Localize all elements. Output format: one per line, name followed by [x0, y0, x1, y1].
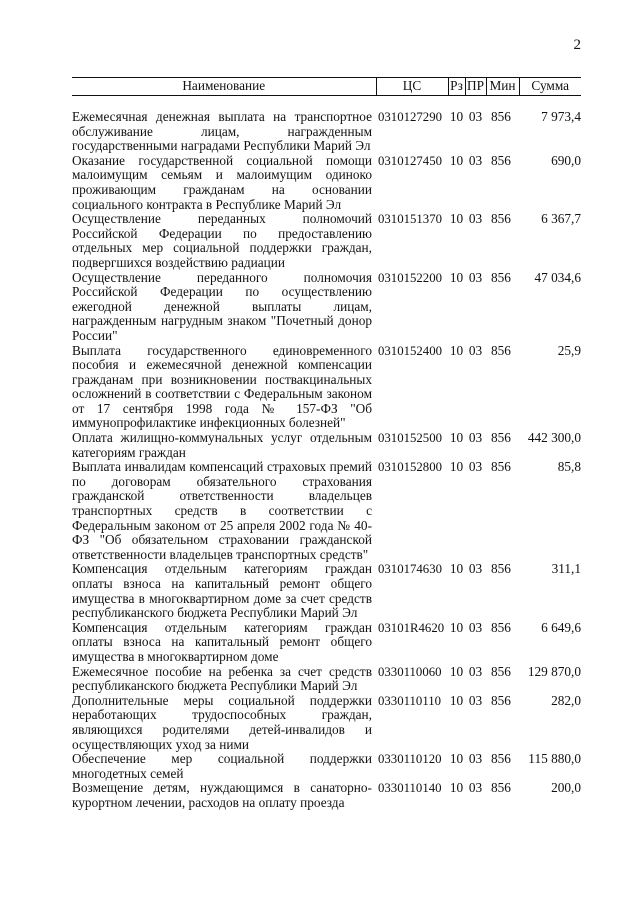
row-sum: 115 880,0: [528, 751, 581, 767]
row-cs: 0310152500: [378, 431, 442, 446]
row-sum: 47 034,6: [534, 269, 581, 285]
table-row: [72, 665, 581, 694]
row-rz: 10: [449, 751, 464, 767]
row-rz: 10: [449, 211, 464, 227]
row-rz: 10: [449, 109, 464, 124]
table-row: [72, 562, 581, 620]
row-cs: 0310152800: [378, 460, 442, 475]
row-cs: 0310127450: [378, 153, 442, 168]
header-sum: Сумма: [519, 78, 581, 96]
row-name: Компенсация отдельным категориям граждан оплаты взноса на капитальный ремонт общего имущества в многоквартирном доме за счет средств республиканского бюджета Республики Марий Эл: [72, 561, 372, 621]
row-rz: 10: [449, 780, 464, 796]
table-row: [72, 271, 581, 344]
row-sum: 690,0: [551, 152, 581, 168]
table-row: [72, 154, 581, 212]
row-min: 856: [491, 109, 511, 124]
row-pr: 03: [468, 780, 483, 796]
row-cs: 03101R4620: [378, 620, 445, 635]
row-sum: 7 973,4: [541, 109, 581, 124]
page-number: 2: [573, 37, 581, 53]
row-rz: 10: [449, 619, 464, 635]
table-header: [72, 78, 581, 96]
row-rz: 10: [449, 692, 464, 708]
row-min: 856: [491, 342, 511, 358]
row-rz: 10: [449, 459, 464, 475]
table-row: [72, 621, 581, 665]
row-rz: 10: [449, 269, 464, 285]
row-rz: 10: [449, 342, 464, 358]
row-rz: 10: [449, 430, 464, 446]
row-cs: 0310174630: [378, 562, 442, 577]
table-row: [72, 460, 581, 562]
row-sum: 282,0: [551, 692, 581, 708]
row-cs: 0330110110: [378, 693, 442, 708]
table-row: [72, 96, 581, 154]
row-sum: 311,1: [551, 561, 581, 577]
row-rz: 10: [449, 663, 464, 679]
row-sum: 85,8: [557, 459, 581, 475]
row-pr: 03: [468, 663, 483, 679]
header-min: Мин: [486, 78, 519, 96]
row-pr: 03: [468, 152, 483, 168]
row-sum: 200,0: [551, 780, 581, 796]
row-min: 856: [491, 780, 511, 796]
row-cs: 0330110060: [378, 664, 442, 679]
row-min: 856: [491, 561, 511, 577]
row-name: Ежемесячное пособие на ребенка за счет средств республиканского бюджета Республики Марий Эл: [72, 663, 372, 694]
row-pr: 03: [468, 430, 483, 446]
row-sum: 25,9: [557, 342, 581, 358]
row-cs: 0330110140: [378, 781, 442, 796]
row-min: 856: [491, 211, 511, 227]
row-pr: 03: [468, 751, 483, 767]
row-rz: 10: [449, 152, 464, 168]
row-name: Обеспечение мер социальной поддержки многодетных семей: [72, 751, 372, 781]
header-rz: Рз: [448, 78, 465, 96]
row-pr: 03: [468, 269, 483, 285]
row-min: 856: [491, 619, 511, 635]
row-sum: 6 649,6: [541, 619, 581, 635]
row-cs: 0310152200: [378, 270, 442, 285]
row-pr: 03: [468, 342, 483, 358]
row-name: Возмещение детям, нуждающимся в санаторно-курортном лечении, расходов на оплату проезда: [72, 780, 372, 810]
row-rz: 10: [449, 561, 464, 577]
row-cs: 0310127290: [378, 110, 442, 124]
header-name: Наименование: [72, 78, 376, 96]
table-row: [72, 694, 581, 752]
row-name: Оказание государственной социальной помощи малоимущим семьям и малоимущим одиноко проживающим гражданам на основании социального контракта в Республике Марий Эл: [72, 152, 372, 212]
row-name: Выплата инвалидам компенсаций страховых премий по договорам обязательного страхования гражданской ответственности владельцев транспортных средств в соответствии с Федеральным законом от 25 апреля 2002 года № 40-ФЗ "Об обязательном страховании гражданской ответственности владельцев транспортных средств": [72, 459, 372, 562]
row-sum: 6 367,7: [541, 211, 581, 227]
row-min: 856: [491, 459, 511, 475]
row-sum: 129 870,0: [527, 663, 581, 679]
row-pr: 03: [468, 619, 483, 635]
header-pr: ПР: [465, 78, 486, 96]
row-name: Выплата государственного единовременного пособия и ежемесячной денежной компенсации гражданам при возникновении поствакцинальных осложнений в соответствии с Федеральным законом от 17 сентября 1998 года № 157-ФЗ "Об иммунопрофилактике инфекционных болезней": [72, 342, 372, 431]
row-name: Оплата жилищно-коммунальных услуг отдельным категориям граждан: [72, 430, 372, 460]
row-min: 856: [491, 430, 511, 446]
row-name: Осуществление переданного полномочия Российской Федерации по осуществлению ежегодной денежной выплаты лицам, награжденным нагрудным знаком "Почетный донор России": [72, 269, 372, 343]
row-pr: 03: [468, 692, 483, 708]
row-min: 856: [491, 152, 511, 168]
table-body: [72, 96, 581, 811]
row-min: 856: [491, 692, 511, 708]
row-name: Компенсация отдельным категориям граждан оплаты взноса на капитальный ремонт общего имущества в многоквартирном доме: [72, 619, 372, 664]
row-pr: 03: [468, 109, 483, 124]
table-row: [72, 781, 581, 810]
table-row: [72, 212, 581, 270]
row-cs: 0310152400: [378, 343, 442, 358]
table-row: [72, 431, 581, 460]
budget-table: [72, 77, 581, 811]
row-cs: 0330110120: [378, 752, 442, 767]
row-pr: 03: [468, 459, 483, 475]
table-row: [72, 752, 581, 781]
row-cs: 0310151370: [378, 212, 442, 227]
header-cs: ЦС: [376, 78, 448, 96]
row-min: 856: [491, 663, 511, 679]
table-row: [72, 344, 581, 432]
row-name: Дополнительные меры социальной поддержки неработающих трудоспособных граждан, являющихся родителями детей-инвалидов и осуществляющих уход за ними: [72, 692, 372, 752]
row-pr: 03: [468, 211, 483, 227]
row-min: 856: [491, 751, 511, 767]
row-pr: 03: [468, 561, 483, 577]
row-name: Ежемесячная денежная выплата на транспортное обслуживание лицам, награжденным государственными наградами Республики Марий Эл: [72, 109, 372, 154]
row-min: 856: [491, 269, 511, 285]
row-sum: 442 300,0: [527, 430, 581, 446]
row-name: Осуществление переданных полномочий Российской Федерации по предоставлению отдельных мер социальной поддержки граждан, подвергшихся воздействию радиации: [72, 211, 372, 270]
